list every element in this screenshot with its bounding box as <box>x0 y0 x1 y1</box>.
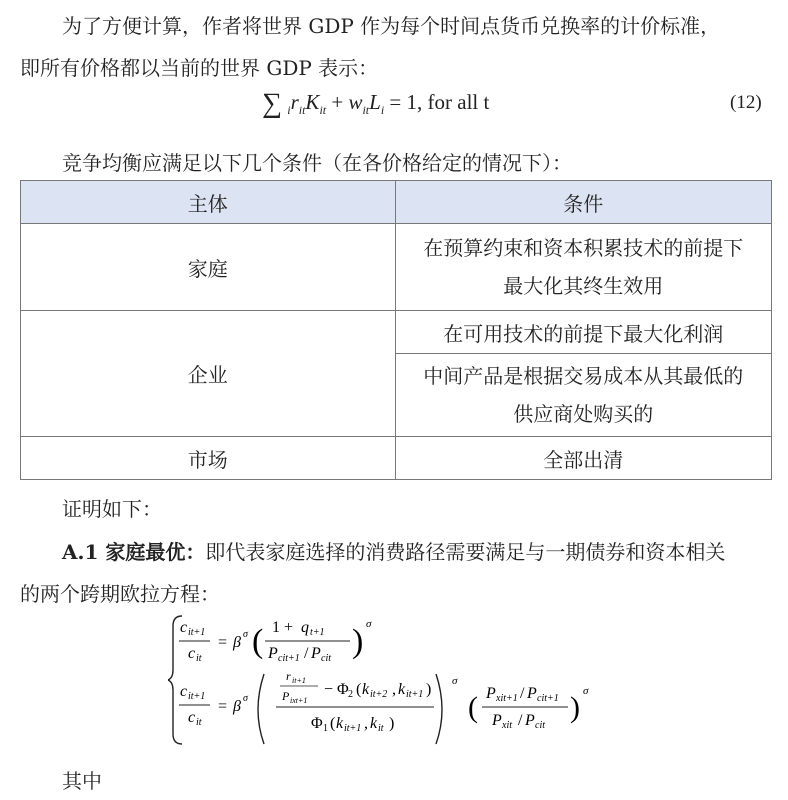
condition-market: 全部出清 <box>395 437 772 480</box>
condition-firm-2-line2: 供应商处购买的 <box>513 402 654 426</box>
svg-text:P: P <box>282 689 290 703</box>
table-row-market <box>21 437 772 480</box>
svg-text:it: it <box>196 653 202 664</box>
svg-text:/: / <box>518 712 523 729</box>
condition-firm-1: 在可用技术的前提下最大化利润 <box>395 311 772 354</box>
svg-text:P: P <box>492 712 502 729</box>
svg-text:σ: σ <box>243 693 248 704</box>
equation-12: ∑ $_ir_{it}K_{it} + w_{it}L_i = 1$, for all t <box>262 88 490 119</box>
svg-text:it: it <box>196 717 202 728</box>
svg-text:(: ( <box>468 691 478 724</box>
condition-household <box>395 224 772 311</box>
para1-line2: 即所有价格都以当前的世界 GDP 表示： <box>20 56 379 80</box>
subject-market: 市场 <box>21 437 396 480</box>
svg-text:− Φ: − Φ <box>324 681 349 698</box>
svg-text:(: ( <box>330 715 336 732</box>
svg-text:=: = <box>218 634 228 651</box>
svg-text:σ: σ <box>366 618 372 630</box>
condition-household-line1: 在预算约束和资本积累技术的前提下 <box>423 236 744 260</box>
euler-equation-1 <box>179 618 372 664</box>
header-subject: 主体 <box>21 181 396 224</box>
svg-text:r: r <box>286 669 291 683</box>
svg-text:): ) <box>426 681 432 698</box>
svg-text:it+1: it+1 <box>292 676 306 685</box>
svg-text:=: = <box>218 698 228 715</box>
para1-line1: 为了方便计算，作者将世界 GDP 作为每个时间点货币兑换率的计价标准， <box>62 14 721 38</box>
conditions-table <box>20 180 772 480</box>
svg-text:xit+1: xit+1 <box>496 693 518 704</box>
svg-text:P: P <box>525 712 535 729</box>
table-row-firm-1 <box>21 311 772 354</box>
svg-text:it+1: it+1 <box>406 689 424 700</box>
svg-text:cit+1: cit+1 <box>537 693 559 704</box>
svg-text:it: it <box>378 723 384 734</box>
svg-text:(: ( <box>252 623 264 660</box>
svg-text:P: P <box>527 685 537 702</box>
svg-text:c: c <box>180 683 188 700</box>
svg-text:P: P <box>311 645 321 662</box>
conditions-intro: 竞争均衡应满足以下几个条件（在各价格给定的情况下）： <box>62 151 572 175</box>
condition-firm-2 <box>395 354 772 437</box>
section-a1-label: A.1 家庭最优： <box>62 540 206 564</box>
table-row-household <box>21 224 772 311</box>
svg-text:cit: cit <box>535 720 545 731</box>
equation-12-suffix: for all t <box>427 90 490 114</box>
svg-text:k: k <box>370 715 378 732</box>
svg-text:q: q <box>301 619 309 636</box>
svg-text:(: ( <box>356 681 362 698</box>
section-a1-text-line2: 的两个跨期欧拉方程： <box>20 582 220 606</box>
svg-text:,: , <box>364 715 368 732</box>
svg-text:2: 2 <box>348 689 353 700</box>
where-label: 其中 <box>62 769 102 793</box>
svg-text:cit: cit <box>321 653 331 664</box>
svg-text:it+1: it+1 <box>188 627 206 638</box>
condition-firm-2-line1: 中间产品是根据交易成本从其最低的 <box>423 364 744 388</box>
svg-text:t+1: t+1 <box>310 627 325 638</box>
euler-equation-2 <box>179 669 589 744</box>
subject-firm: 企业 <box>21 311 396 437</box>
svg-text:P: P <box>268 645 278 662</box>
svg-text:it+1: it+1 <box>344 723 362 734</box>
svg-text:ixt+1: ixt+1 <box>290 696 308 705</box>
table-header-row <box>21 181 772 224</box>
svg-text:k: k <box>398 681 406 698</box>
svg-text:/: / <box>520 685 525 702</box>
svg-text:σ: σ <box>452 675 458 687</box>
condition-household-line2: 最大化其终生效用 <box>503 274 664 298</box>
svg-text:it+2: it+2 <box>370 689 388 700</box>
svg-text:1: 1 <box>323 723 328 734</box>
svg-text:c: c <box>188 645 196 662</box>
equation-12-rhs: 1 <box>406 90 418 114</box>
euler-equation-system <box>168 612 638 747</box>
section-a1-line1 <box>62 536 725 565</box>
equation-12-number: (12) <box>730 92 762 113</box>
svg-text:): ) <box>389 715 395 732</box>
svg-text:): ) <box>352 623 364 660</box>
svg-text:c: c <box>188 709 196 726</box>
svg-text:β: β <box>233 634 241 651</box>
svg-text:/: / <box>304 645 309 662</box>
svg-text:β: β <box>233 698 241 715</box>
svg-text:k: k <box>362 681 370 698</box>
svg-text:P: P <box>486 685 496 702</box>
svg-text:k: k <box>336 715 344 732</box>
svg-text:σ: σ <box>243 629 248 640</box>
header-condition: 条件 <box>395 181 772 224</box>
svg-text:Φ: Φ <box>311 715 323 732</box>
svg-text:xit: xit <box>502 720 512 731</box>
svg-text:,: , <box>392 681 396 698</box>
subject-household: 家庭 <box>21 224 396 311</box>
proof-intro: 证明如下： <box>62 497 162 521</box>
section-a1-text-line1: 即代表家庭选择的消费路径需要满足与一期债券和资本相关 <box>205 540 726 564</box>
svg-text:it+1: it+1 <box>188 691 206 702</box>
svg-text:cit+1: cit+1 <box>278 653 300 664</box>
svg-text:c: c <box>180 619 188 636</box>
svg-text:1 +: 1 + <box>272 619 294 636</box>
svg-text:): ) <box>570 691 580 724</box>
svg-text:σ: σ <box>583 685 589 697</box>
